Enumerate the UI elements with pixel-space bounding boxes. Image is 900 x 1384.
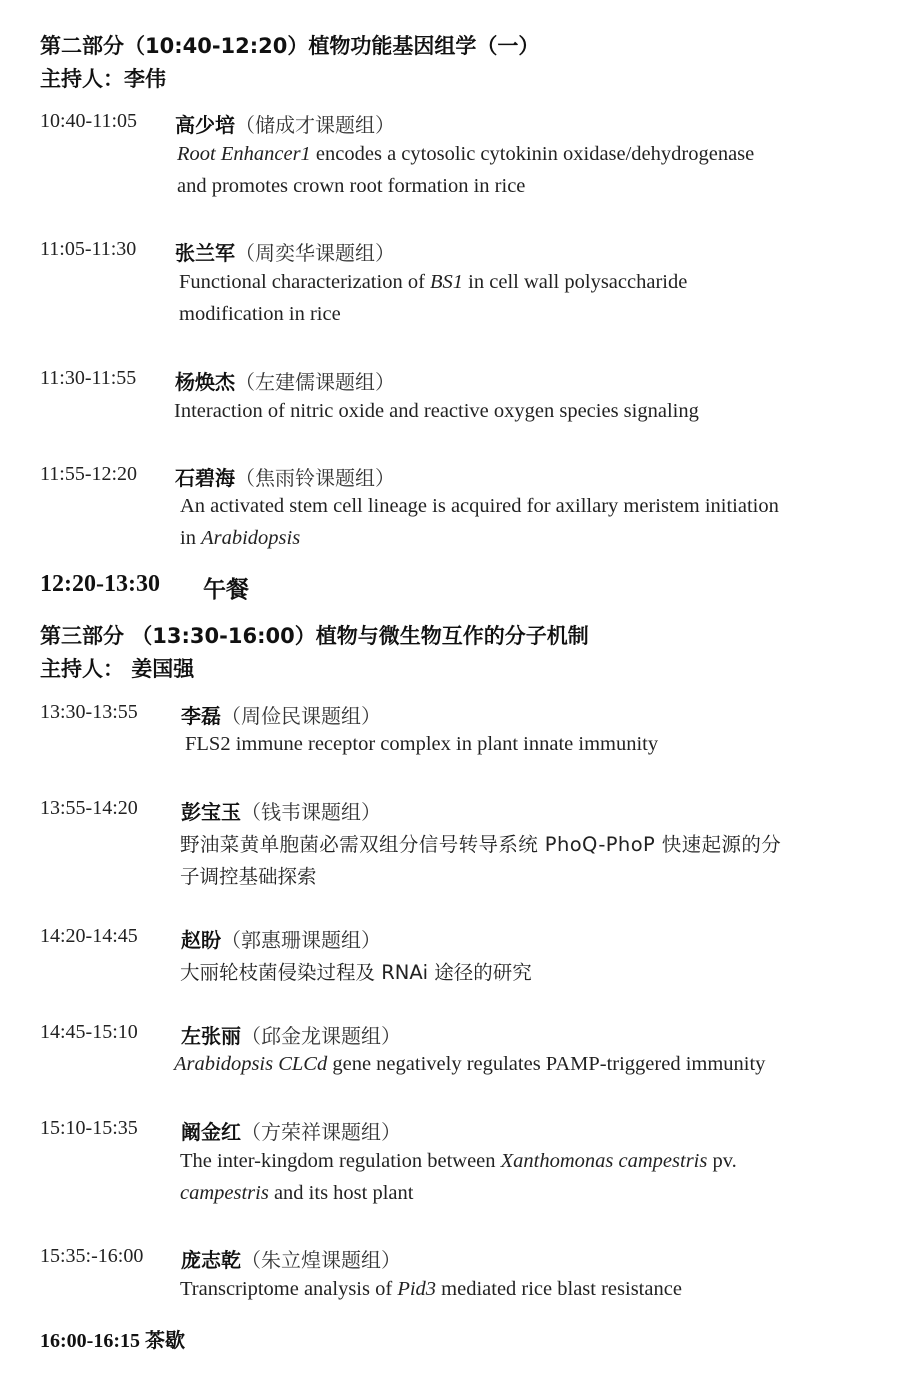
talk-title-text: modification in rice <box>179 303 341 325</box>
tea-break-label: 茶歇 <box>144 1328 185 1352</box>
talk-title-italic: Xanthomonas campestris <box>500 1150 708 1172</box>
talk-title-line <box>177 175 525 198</box>
talk-speaker: 左张丽 <box>181 1024 241 1048</box>
talk-time: 14:20-14:45 <box>40 925 138 947</box>
talk-group: （郭惠珊课题组） <box>221 928 381 952</box>
talk-time: 11:55-12:20 <box>40 463 138 485</box>
talk-speaker-line <box>181 1020 401 1049</box>
talk-title-text: in cell wall polysaccharide <box>463 271 688 293</box>
talk-title-line <box>180 1182 413 1205</box>
tea-break <box>40 1324 185 1353</box>
talk-title-line <box>177 143 754 166</box>
talk-title-text: Interaction of nitric oxide and reactive oxygen species signaling <box>174 400 699 422</box>
talk-title-line <box>180 1278 682 1301</box>
talk-title-text: 子调控基础探索 <box>180 865 317 888</box>
tea-break-time: 16:00-16:15 <box>40 1330 145 1352</box>
talk-speaker-line <box>175 366 395 395</box>
talk-title-line <box>180 527 300 550</box>
talk-speaker: 杨焕杰 <box>175 370 235 394</box>
talk-speaker: 庞志乾 <box>181 1248 241 1272</box>
talk-title-italic: Arabidopsis <box>201 527 301 549</box>
talk-speaker-line <box>181 700 381 729</box>
talk-group: （朱立煌课题组） <box>241 1248 401 1272</box>
talk-title-line <box>180 957 532 985</box>
section-title-part3: 第三部分 （13:30-16:00）植物与微生物互作的分子机制 <box>40 624 589 648</box>
talk-time: 11:05-11:30 <box>40 238 137 260</box>
talk-title-line <box>179 303 341 326</box>
talk-title-line <box>180 1150 737 1173</box>
talk-title-text: The inter-kingdom regulation between <box>180 1150 501 1172</box>
talk-title-italic: Pid3 <box>397 1278 437 1300</box>
talk-group: （钱韦课题组） <box>241 800 381 824</box>
talk-group: （周俭民课题组） <box>221 704 381 728</box>
talk-speaker: 彭宝玉 <box>181 800 241 824</box>
talk-title-text: pv. <box>707 1150 737 1172</box>
talk-title-text: 野油菜黄单胞菌必需双组分信号转导系统 PhoQ-PhoP 快速起源的分 <box>180 833 782 856</box>
talk-title-text: Transcriptome analysis of <box>180 1278 398 1300</box>
talk-title-text: 大丽轮枝菌侵染过程及 RNAi 途径的研究 <box>180 961 532 984</box>
talk-title-line <box>179 271 687 294</box>
talk-title-text: in <box>180 527 202 549</box>
talk-speaker-line <box>181 796 381 825</box>
talk-group: （左建儒课题组） <box>235 370 395 394</box>
talk-title-italic: Arabidopsis CLCd <box>174 1053 328 1075</box>
talk-title-italic: campestris <box>180 1182 269 1204</box>
talk-time: 11:30-11:55 <box>40 367 137 389</box>
lunch-time: 12:20-13:30 <box>40 571 160 597</box>
section-host-part2: 主持人：李伟 <box>40 67 166 91</box>
talk-title-text: encodes a cytosolic cytokinin oxidase/dehydrogenase <box>310 143 755 165</box>
talk-time: 15:10-15:35 <box>40 1117 138 1139</box>
talk-time: 14:45-15:10 <box>40 1021 138 1043</box>
section-host-part3: 主持人： 姜国强 <box>40 657 195 681</box>
talk-group: （焦雨铃课题组） <box>235 466 395 490</box>
section-title-part2: 第二部分（10:40-12:20）植物功能基因组学（一） <box>40 34 540 58</box>
talk-time: 13:30-13:55 <box>40 701 138 723</box>
talk-title-line <box>174 400 699 423</box>
talk-title-line <box>180 861 317 889</box>
talk-title-text: gene negatively regulates PAMP-triggered immunity <box>327 1053 766 1075</box>
talk-time: 15:35:-16:00 <box>40 1245 144 1267</box>
talk-title-italic: Root Enhancer1 <box>177 143 311 165</box>
talk-speaker: 李磊 <box>181 704 221 728</box>
lunch-label: 午餐 <box>203 577 249 603</box>
talk-group: （周奕华课题组） <box>235 241 395 265</box>
talk-title-text: FLS2 immune receptor complex in plant innate immunity <box>185 733 659 755</box>
talk-title-italic: BS1 <box>430 271 464 293</box>
talk-speaker: 高少培 <box>175 113 235 137</box>
talk-title-text: mediated rice blast resistance <box>436 1278 682 1300</box>
talk-title-line <box>185 733 658 756</box>
talk-speaker: 赵盼 <box>181 928 221 952</box>
talk-group: （储成才课题组） <box>235 113 395 137</box>
talk-speaker-line <box>175 109 395 138</box>
talk-title-line <box>180 495 779 518</box>
talk-title-text: and promotes crown root formation in rice <box>177 175 526 197</box>
talk-speaker: 张兰军 <box>175 241 235 265</box>
talk-speaker: 阚金红 <box>181 1120 241 1144</box>
talk-speaker-line <box>181 1116 401 1145</box>
talk-title-text: Functional characterization of <box>179 271 431 293</box>
talk-title-line <box>174 1053 765 1076</box>
talk-time: 10:40-11:05 <box>40 110 138 132</box>
talk-title-text: and its host plant <box>268 1182 414 1204</box>
talk-title-line <box>180 829 781 857</box>
talk-group: （邱金龙课题组） <box>241 1024 401 1048</box>
talk-speaker-line <box>175 237 395 266</box>
talk-time: 13:55-14:20 <box>40 797 138 819</box>
talk-speaker-line <box>175 462 395 491</box>
talk-speaker: 石碧海 <box>175 466 235 490</box>
talk-speaker-line <box>181 1244 401 1273</box>
talk-group: （方荣祥课题组） <box>241 1120 401 1144</box>
talk-title-text: An activated stem cell lineage is acquired for axillary meristem initiation <box>180 495 779 517</box>
talk-speaker-line <box>181 924 381 953</box>
